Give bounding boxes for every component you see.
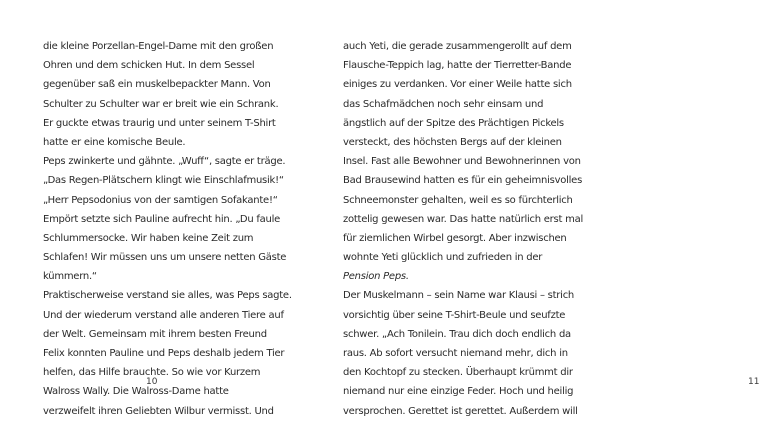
text-line: versteckt, des höchsten Bergs auf der kleinen [343,136,562,148]
text-line: ängstlich auf der Spitze des Prächtigen Pickels [343,117,564,129]
text-line: Peps zwinkerte und gähnte. „Wuff“, sagte er träge. [43,156,286,168]
page-number-left: 10 [146,377,158,387]
text-line: Felix konnten Pauline und Peps deshalb jedem Tier [43,348,285,359]
text-line: Schlafen! Wir müssen uns um unsere netten Gäste [43,252,287,264]
text-line: niemand nur eine einzige Feder. Hoch und heilig [343,386,574,398]
text-line: „Herr Pepsodonius von der samtigen Sofakante!“ [43,194,278,206]
text-line: der Welt. Gemeinsam mit ihrem besten Freund [43,328,267,340]
text-line: zottelig gewesen war. Das hatte natürlich erst mal [343,213,583,225]
text-line-italic: Pension Peps. [343,271,409,283]
text-line: „Das Regen-Plätschern klingt wie Einschlafmusik!“ [43,175,284,187]
text-line: Er guckte etwas traurig und unter seinem T-Shirt [43,117,276,129]
text-line: kümmern.“ [43,271,97,283]
text-line: gegenüber saß ein muskelbepackter Mann. Von [43,79,271,91]
text-line: hatte er eine komische Beule. [43,136,186,148]
text-line: Ohren und dem schicken Hut. In dem Sessel [43,60,255,72]
text-line: Flausche-Teppich lag, hatte der Tierretter-Bande [343,60,572,72]
text-line: Bad Brausewind hatten es für ein geheimnisvolles [343,175,583,187]
text-line: Praktischerweise verstand sie alles, was Peps sagte. [43,290,292,302]
text-line: verzweifelt ihren Geliebten Wilbur vermisst. Und [43,405,274,417]
text-line: die kleine Porzellan-Engel-Dame mit den großen [43,41,274,52]
text-line: für ziemlichen Wirbel gesorgt. Aber inzwischen [343,232,567,244]
text-line: Der Muskelmann – sein Name war Klausi – strich [343,290,575,302]
text-line: Und der wiederum verstand alle anderen Tiere auf [43,309,284,321]
text-line: Walross Wally. Die Walross-Dame hatte [43,386,229,398]
text-line: Schulter zu Schulter war er breit wie ein Schrank. [43,98,279,110]
text-line: versprochen. Gerettet ist gerettet. Außerdem will [343,405,578,417]
text-line: raus. Ab sofort versucht niemand mehr, dich in [343,348,568,359]
page-number-right: 11 [748,377,759,387]
text-line: einiges zu verdanken. Vor einer Weile hatte sich [343,79,572,91]
text-line: schwer. „Ach Tonilein. Trau dich doch endlich da [343,328,571,340]
text-line: vorsichtig über seine T-Shirt-Beule und seufzte [343,309,566,321]
text-line: auch Yeti, die gerade zusammengerollt auf dem [343,41,572,52]
text-line: wohnte Yeti glücklich und zufrieden in der [343,252,543,264]
text-line: Insel. Fast alle Bewohner und Bewohnerinnen von [343,156,581,168]
text-line: das Schafmädchen noch sehr einsam und [343,98,544,110]
left-page-text [43,37,292,421]
text-line: den Kochtopf zu stecken. Überhaupt krümmt dir [343,367,573,379]
right-page-text [343,37,583,421]
text-line: Schneemonster gehalten, weil es so fürchterlich [343,194,573,206]
left-page [0,0,300,424]
text-line: Schlummersocke. Wir haben keine Zeit zum [43,232,254,244]
text-line: helfen, das Hilfe brauchte. So wie vor Kurzem [43,367,261,379]
text-line: Empört setzte sich Pauline aufrecht hin. „Du faule [43,213,281,225]
